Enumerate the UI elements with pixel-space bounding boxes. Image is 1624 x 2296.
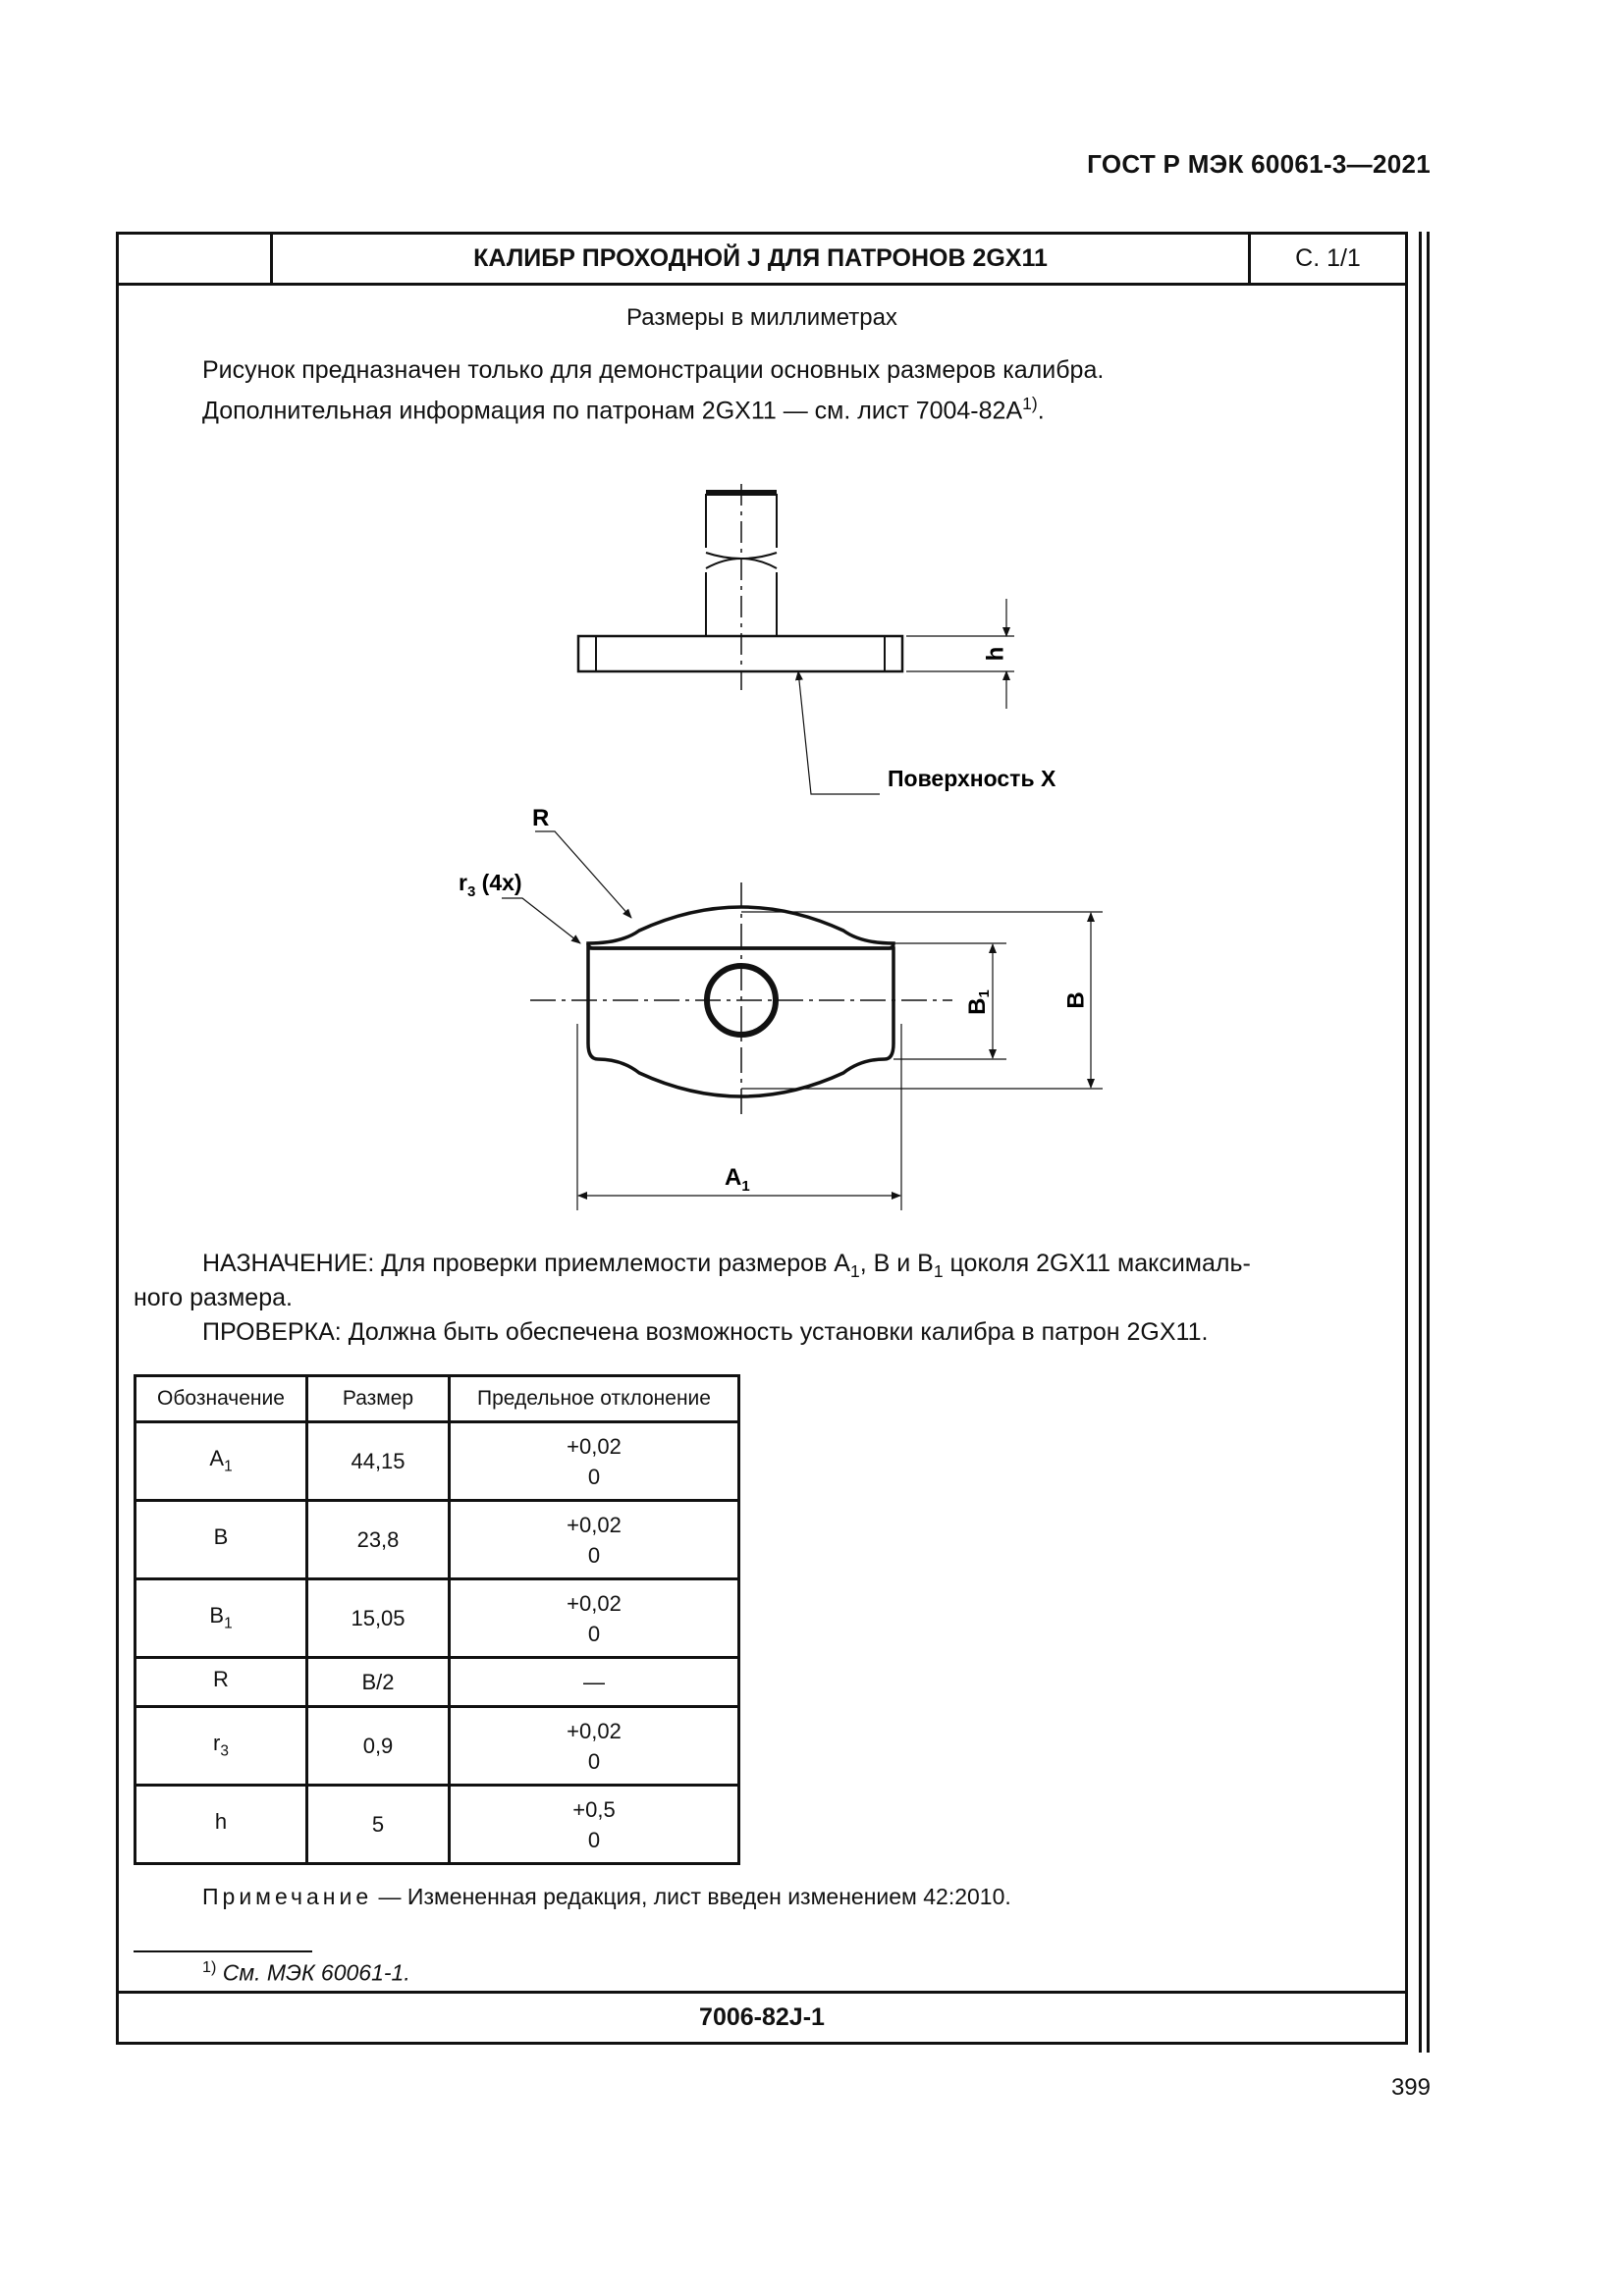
- table-row: [135, 1501, 739, 1579]
- standard-code: ГОСТ Р МЭК 60061-3—2021: [1087, 149, 1431, 179]
- size-cell: 44,15: [307, 1422, 450, 1501]
- symbol-sub: 3: [220, 1742, 229, 1760]
- intro-line-2-end: .: [1037, 397, 1045, 425]
- tol-lower: 0: [587, 1827, 601, 1852]
- side-view: [578, 484, 1014, 794]
- surface-x-label: Поверхность X: [888, 766, 1056, 791]
- dim-label-B: B: [1062, 991, 1090, 1009]
- dim-label-A1: [725, 1164, 750, 1195]
- tolerance-cell: [450, 1422, 739, 1501]
- note: [202, 1884, 1011, 1910]
- top-view: [502, 831, 1103, 1210]
- B1-symbol: B: [964, 997, 992, 1015]
- dim-label-R: R: [532, 805, 550, 831]
- frame-side-line: [1427, 232, 1430, 2053]
- check-paragraph: ПРОВЕРКА: Должна быть обеспечена возможность установки калибра в патрон 2GX11.: [202, 1318, 1209, 1346]
- symbol-cell: [135, 1422, 307, 1501]
- symbol-text: h: [214, 1809, 228, 1835]
- tolerance-cell: [450, 1707, 739, 1786]
- footnote-ref: 1): [1022, 394, 1038, 413]
- dim-label-h: h: [982, 646, 1009, 662]
- sheet-number: С. 1/1: [1295, 244, 1361, 272]
- tolerance-cell: [450, 1658, 739, 1707]
- symbol-text: R: [213, 1667, 229, 1692]
- note-label: Примечание: [202, 1884, 373, 1909]
- tol-lower: 0: [587, 1748, 601, 1774]
- tolerance-cell: [450, 1579, 739, 1658]
- tol-lower: 0: [587, 1621, 601, 1646]
- B1-subscript: 1: [975, 989, 993, 998]
- symbol-cell: [135, 1707, 307, 1786]
- purpose-sub-2: 1: [933, 1261, 944, 1281]
- note-text: — Измененная редакция, лист введен изменением 42:2010.: [372, 1884, 1011, 1909]
- table-row: [135, 1707, 739, 1786]
- table-header-row: [135, 1376, 739, 1422]
- size-cell: 5: [307, 1786, 450, 1864]
- symbol-cell: [135, 1786, 307, 1864]
- symbol-text: B: [209, 1603, 225, 1629]
- sheet-title: КАЛИБР ПРОХОДНОЙ J ДЛЯ ПАТРОНОВ 2GX11: [273, 235, 1251, 283]
- footnote-text: См. МЭК 60061-1.: [216, 1959, 410, 1986]
- tol-upper: +0,02: [567, 1433, 622, 1459]
- size-cell: 0,9: [307, 1707, 450, 1786]
- table-row: [135, 1422, 739, 1501]
- tol-lower: 0: [587, 1464, 601, 1489]
- dimensions-table: [134, 1374, 740, 1865]
- purpose-text-2: , B и B: [859, 1250, 934, 1277]
- tolerance-cell: [450, 1786, 739, 1864]
- tol-upper: —: [583, 1670, 605, 1694]
- table-row: [135, 1786, 739, 1864]
- dim-label-r3: [459, 870, 522, 900]
- symbol-cell: [135, 1501, 307, 1579]
- symbol-text: B: [213, 1524, 229, 1550]
- size-cell: B/2: [307, 1658, 450, 1707]
- r3-symbol: r: [459, 870, 467, 895]
- intro-line-1: Рисунок предназначен только для демонстрации основных размеров калибра.: [202, 356, 1105, 384]
- tolerance-cell: [450, 1501, 739, 1579]
- units-note: Размеры в миллиметрах: [626, 304, 897, 331]
- symbol-text: r: [213, 1731, 221, 1756]
- table-header-cell: Обозначение: [135, 1376, 307, 1422]
- dim-label-B1: [964, 989, 993, 1015]
- tol-upper: +0,02: [567, 1590, 622, 1616]
- size-cell: 23,8: [307, 1501, 450, 1579]
- size-cell: 15,05: [307, 1579, 450, 1658]
- footnote-rule: [134, 1950, 312, 1952]
- tol-upper: +0,02: [567, 1512, 622, 1537]
- frame-side-line: [1419, 232, 1422, 2053]
- drawing-sheet-frame: [116, 232, 1408, 2045]
- table-row: [135, 1579, 739, 1658]
- tol-upper: +0,02: [567, 1718, 622, 1743]
- symbol-sub: 1: [224, 1615, 233, 1632]
- A1-symbol: A: [725, 1164, 742, 1191]
- footnote: [202, 1958, 410, 1987]
- sheet-code: 7006-82J-1: [119, 1991, 1405, 2042]
- table-header-cell: Предельное отклонение: [450, 1376, 739, 1422]
- symbol-sub: 1: [224, 1458, 233, 1475]
- table-header-cell: Размер: [307, 1376, 450, 1422]
- footnote-mark: 1): [202, 1958, 217, 1976]
- page-number: 399: [1390, 2074, 1431, 2101]
- purpose-paragraph-cont: ного размера.: [134, 1284, 293, 1311]
- symbol-cell: [135, 1658, 307, 1707]
- purpose-sub-1: 1: [850, 1261, 860, 1281]
- intro-line-2-text: Дополнительная информация по патронам 2GX11 — см. лист 7004-82A: [202, 397, 1023, 425]
- table-row: [135, 1658, 739, 1707]
- symbol-cell: [135, 1579, 307, 1658]
- A1-subscript: 1: [741, 1178, 750, 1195]
- tol-upper: +0,5: [572, 1796, 616, 1822]
- r3-suffix: (4x): [475, 870, 522, 895]
- purpose-paragraph: [202, 1247, 1251, 1289]
- purpose-text-1: НАЗНАЧЕНИЕ: Для проверки приемлемости размеров A: [202, 1250, 850, 1277]
- tol-lower: 0: [587, 1542, 601, 1568]
- symbol-text: A: [209, 1446, 225, 1471]
- r3-subscript: 3: [466, 883, 476, 900]
- purpose-text-3: цоколя 2GX11 максималь-: [943, 1250, 1251, 1277]
